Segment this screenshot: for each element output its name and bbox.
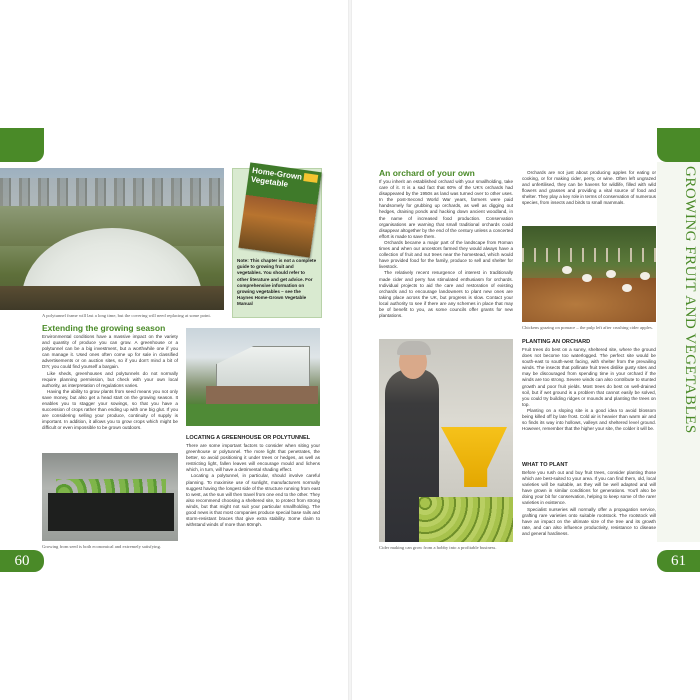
paragraph: Like sheds, greenhouses and polytunnels do not normally require planning permission, but check with your own local authority, as interpretation of regulations varies. [42, 370, 178, 388]
page-number-right: 61 [657, 550, 700, 572]
cider-making-photo [379, 339, 513, 542]
body-orchard [379, 179, 513, 319]
chickens-pomace-photo [522, 226, 656, 322]
paragraph: Specialist nurseries will normally offer a propagation service, grafting rare varieties onto suitable rootstock. The rootstock will have an impact on the ultimate size of the tree and its growth rate, and can also influence productivity, resistance to disease and general hardiness. [522, 506, 656, 536]
paragraph: Environmental conditions have a massive impact on the variety and quantity of produce you can grow. A greenhouse or a polytunnel can be a big investment, but a worthwhile one if you can manage it. Used ones often come up for sale in classified advertisements or on auction sites, so if you don't mind a bit of DIY, you could find yourself a bargain. [42, 334, 178, 370]
subheading-locating: LOCATING A GREENHOUSE OR POLYTUNNEL [186, 435, 311, 441]
caption-cider: Cider making can grow from a hobby into a profitable business. [379, 545, 497, 550]
paragraph: Having the ability to grow plants from seed means you not only save money, but also get a head start on the growing season. It enables you to stagger your sowings, so that you have a succession of crops rather than ending up with one big glut. If you are considering selling your produce, continuity of supply is important. In addition, it allows you to grow crops which might be difficult or even impossible to be grown outdoors. [42, 388, 178, 431]
paragraph: Planting on a sloping site is a good idea to avoid blossom being killed off by late frost. Cold air is heavier than warm air and so finds its way into hollows, valleys and sheltered level ground. However, remember that the higher your site, the colder it will be. [522, 407, 656, 432]
paragraph: There are some important factors to consider when siting your greenhouse or polytunnel. The more light that penetrates, the better, so avoid positioning it under trees or hedges, as well as restricting light, fallen leaves will encourage mould and lichens which, in turn, will have a detrimental shading effect. [186, 443, 320, 473]
paragraph: Before you rush out and buy fruit trees, consider planting those which are best-suited to your area. If you can find them, old, local varieties will be suitable, as they will be well adapted and will have grown in similar conditions for generations. You'll also be doing your bit for conservation, helping to keep some of the rarer varieties in existence. [522, 470, 656, 506]
subheading-what-to-plant: WHAT TO PLANT [522, 462, 568, 468]
page-number-left: 60 [0, 550, 44, 572]
paragraph: Locating a polytunnel, in particular, should involve careful planning. To maximise use of sunlight, manufacturers normally suggest having the longest side of the structure running from east to west, as the sun will then travel from one end to the other. They also recommend choosing a sheltered site, to protect from strong winds, but that might not suit your particular smallholding. The good news is that most companies produce special base rails and storm-resistant braces that give extra stability. Some claim to withstand winds of more than 60mph. [186, 473, 320, 528]
book-cover-title: Home-Grown Vegetable [250, 165, 303, 189]
body-extending-season [42, 334, 178, 432]
right-tab-marker [657, 128, 700, 162]
seed-tray-photo [42, 453, 178, 541]
body-orchard-wildlife [522, 170, 656, 207]
polytunnel-photo [0, 168, 224, 310]
chapter-title: GROWING FRUIT AND VEGETABLES [682, 166, 698, 434]
caption-polytunnel: A polytunnel frame will last a long time, but the covering will need replacing at some point. [42, 313, 211, 318]
caption-seed-tray: Growing from seed is both economical and extremely satisfying. [42, 544, 162, 549]
body-locating [186, 443, 320, 528]
paragraph: The relatively recent resurgence of interest in traditionally made cider and perry has stimulated enthusiasm for orchards. Individual projects to aid the care and restoration of existing orchards and to encourage landowners to plant new ones are taking place across the UK, but progress is slow. Contact your local authority to see if there are any schemes in place that may be of benefit to you, as some councils offer grants for new plantations. [379, 270, 513, 319]
heading-orchard: An orchard of your own [379, 168, 475, 178]
caption-chickens: Chickens grazing on pomace – the pulp left after crushing cider apples. [522, 325, 653, 330]
subheading-planting: PLANTING AN ORCHARD [522, 339, 591, 345]
paragraph: Fruit trees do best on a sunny, sheltered site, where the ground does not become too waterlogged. The perfect site would be south-east to south-west facing, with shelter from the prevailing winds. The insects that pollinate fruit trees dislike gusty sites and may be discouraged from spending time in your orchard if the winds are too strong. Severe winds can also contribute to stunted growth and poor fruit yields. Most trees do best on well-drained soil, but if wet ground is a problem that cannot easily be solved, you could try building ridges or mounds and planting the trees on top. [522, 347, 656, 407]
paragraph: If you inherit an established orchard with your smallholding, take care of it. It is a sad fact that 60% of the UK's orchards had disappeared by the 1950s as land was turned over to other uses. In the post-Second World War years, farmers were paid handsomely for grubbing up orchards, as well as digging out hedges, draining ponds and hacking down ancient woodland, in the name of increased food production. Conservation organisations are warning that small traditional orchards could disappear altogether by the end of the century unless a concerted effort is made to save them. [379, 179, 513, 239]
paragraph: Orchards became a major part of the landscape from Roman times and when our ancestors farmed they would always have a collection of fruit and nut trees near the homestead, which would have provided food for the family, produce to sell and shelter for livestock. [379, 239, 513, 270]
note-text: Note: This chapter is not a complete guide to growing fruit and vegetables. You should refer to other literature and get advice. For comprehensive information on growing vegetables – see the Haynes Home-Grown Vegetable Manual [237, 258, 317, 307]
left-tab-marker [0, 128, 44, 162]
page-gutter [348, 0, 352, 700]
body-what-to-plant [522, 470, 656, 537]
heading-extending-season: Extending the growing season [42, 323, 166, 333]
book-cover-image [238, 162, 321, 257]
body-planting [522, 347, 656, 432]
greenhouse-photo [186, 328, 320, 426]
paragraph: Orchards are not just about producing apples for eating or cooking, or for making cider, perry, or wine. Often left ungrazed and unfertilised, they can be havens for wildlife, filled with wild flowers and grasses and providing a vital source of food and shelter. They play a key role in terms of conservation of numerous species, from insects and birds to small mammals. [522, 170, 656, 206]
